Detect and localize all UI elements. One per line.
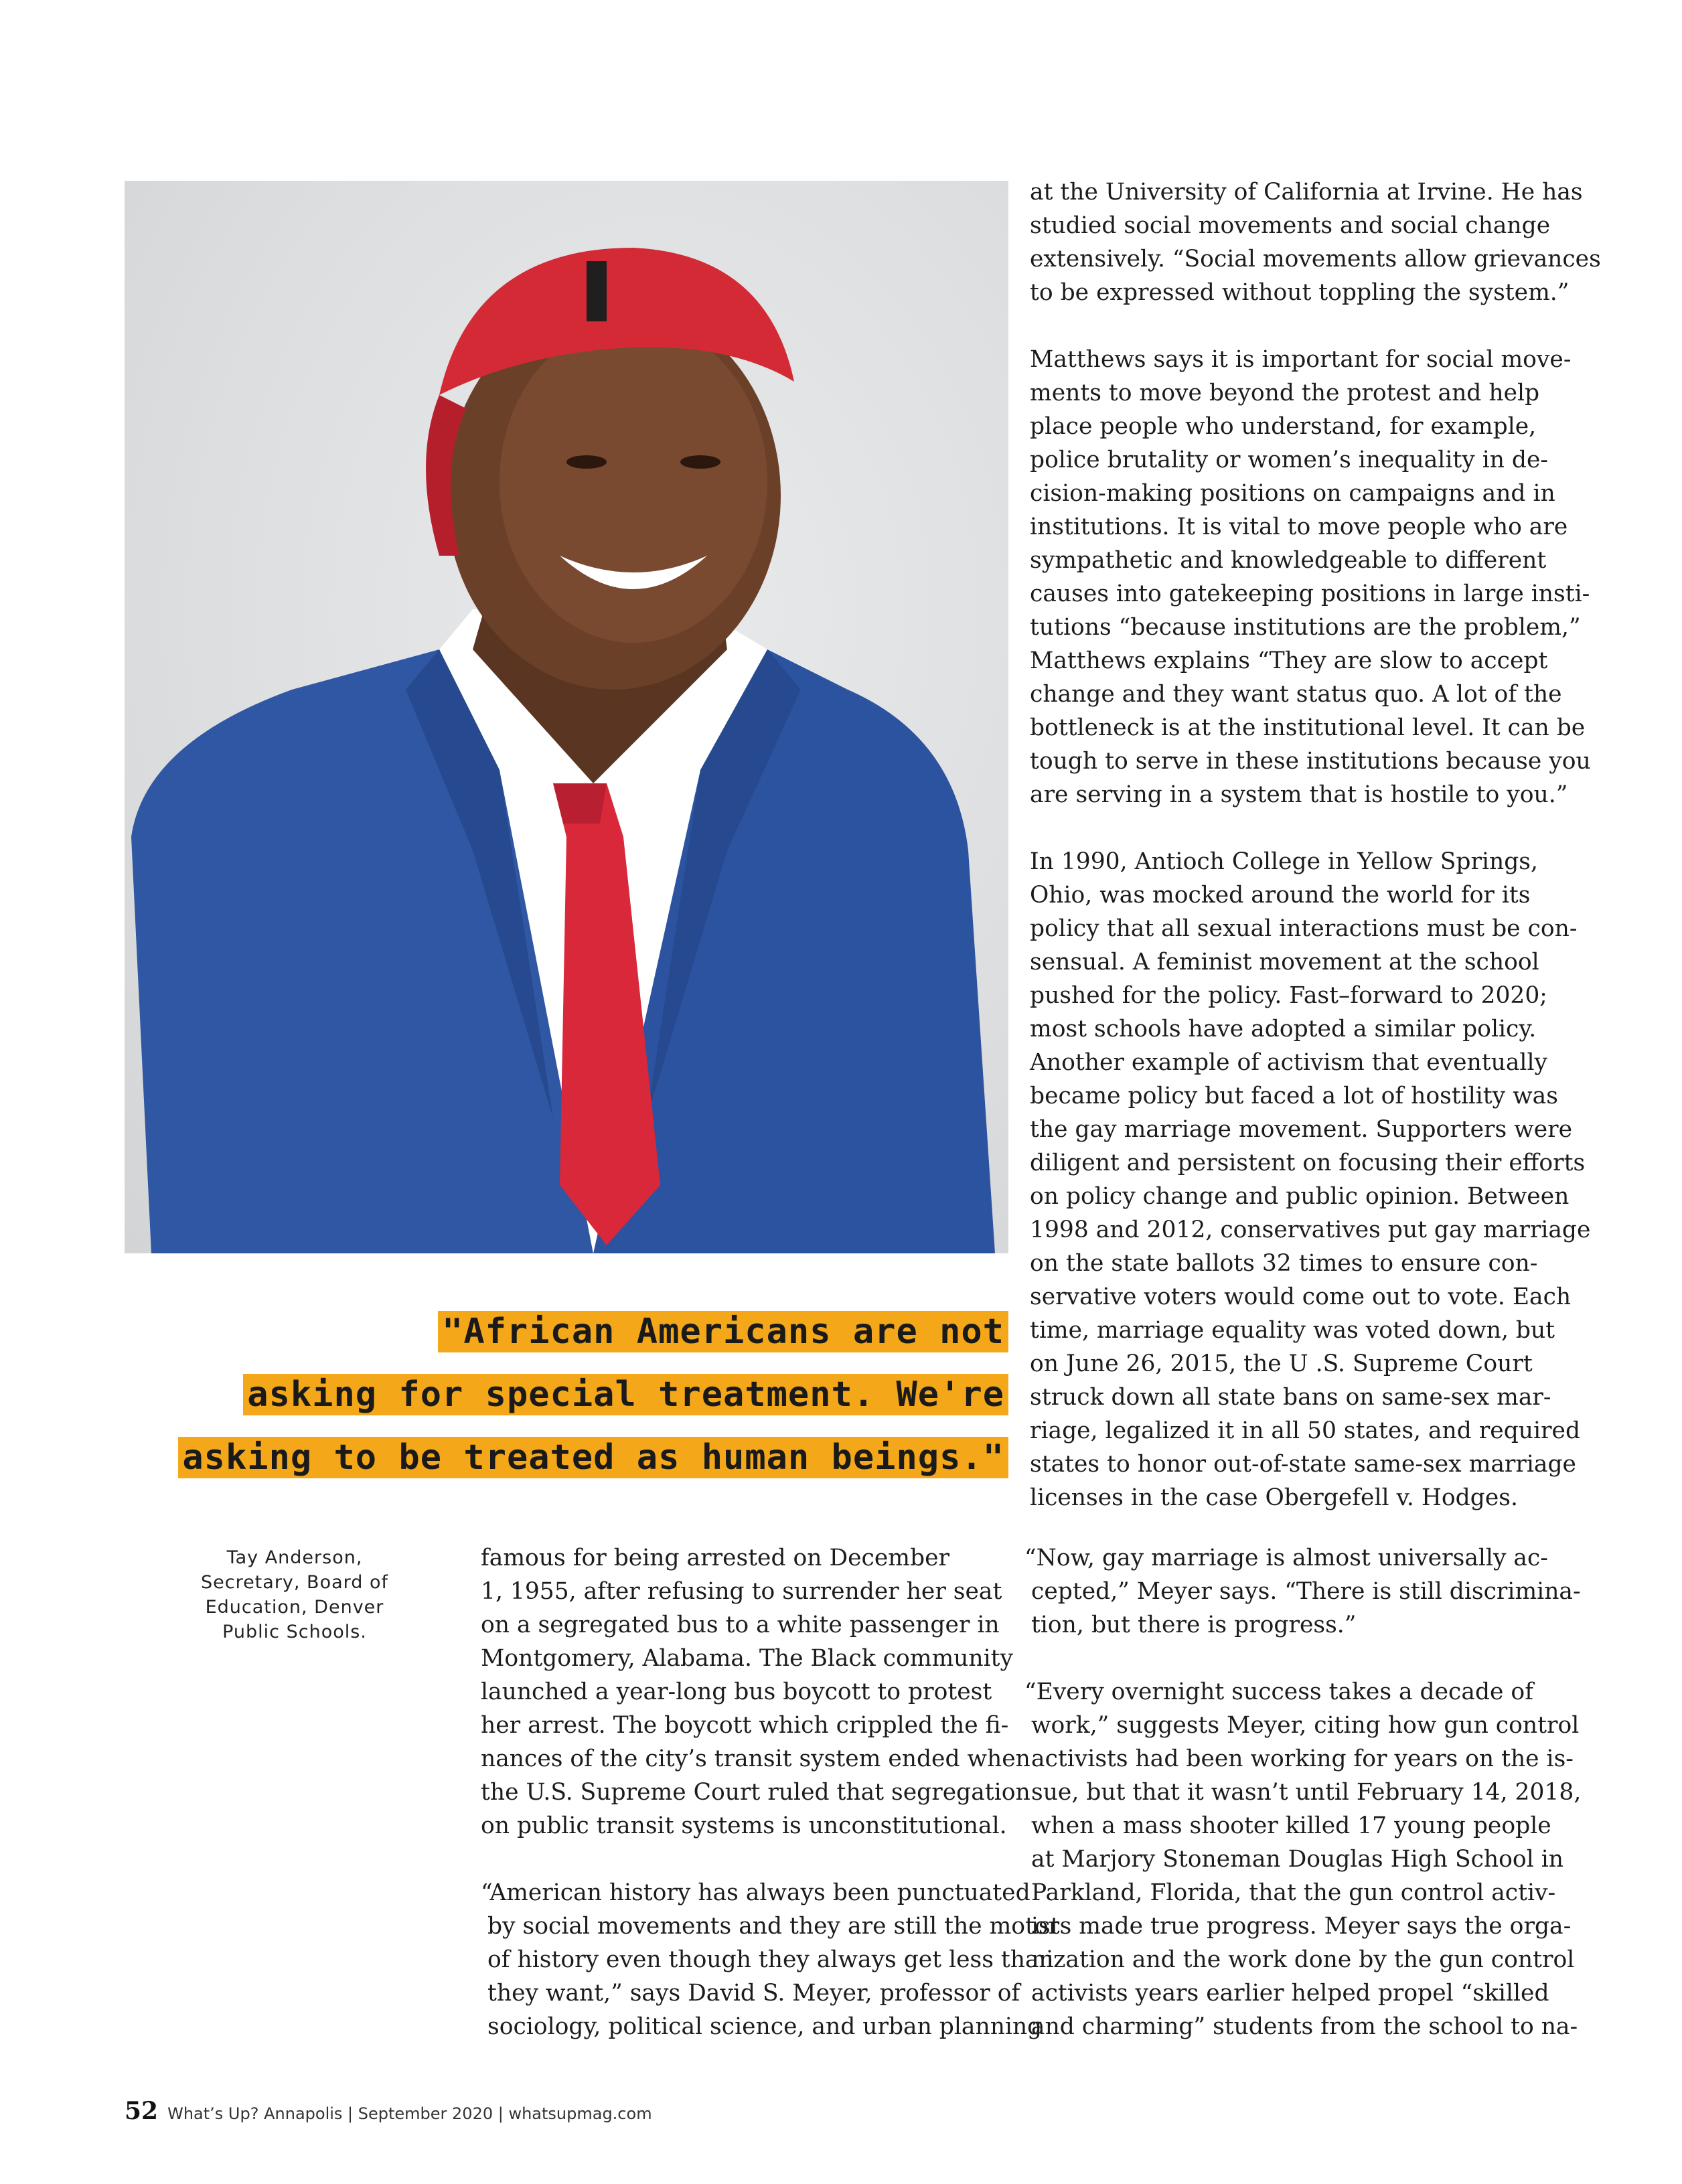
text-line: at Marjory Stoneman Douglas High School in [1031, 1846, 1563, 1873]
text-line: policy that all sexual interactions must be con- [1030, 915, 1578, 942]
text-line: states to honor out-of-state same-sex marriage [1030, 1451, 1576, 1478]
text-line: the gay marriage movement. Supporters were [1030, 1116, 1573, 1143]
text-line: most schools have adopted a similar policy. [1030, 1016, 1537, 1042]
text-line: institutions. It is vital to move people who are [1030, 514, 1568, 540]
text-line: on public transit systems is unconstitutional. [481, 1812, 1007, 1839]
text-line: “Every overnight success takes a decade of [1024, 1679, 1533, 1705]
text-line: famous for being arrested on December [481, 1545, 950, 1571]
text-line: Montgomery, Alabama. The Black community [481, 1645, 1013, 1672]
text-line: when a mass shooter killed 17 young people [1031, 1812, 1551, 1839]
text-line: Ohio, was mocked around the world for its [1030, 882, 1531, 909]
pull-quote-line: "African Americans are not [438, 1311, 1008, 1352]
photo-caption [181, 1545, 408, 1644]
portrait-photo [125, 181, 1008, 1253]
text-line: nances of the city’s transit system ended when [481, 1745, 1030, 1772]
caption-line: Education, Denver [205, 1597, 384, 1618]
paragraph [1024, 1541, 1581, 1642]
article-column-right-bottom [1024, 1541, 1582, 2043]
text-line: 1998 and 2012, conservatives put gay marriage [1030, 1217, 1591, 1243]
text-line: sympathetic and knowledgeable to different [1030, 547, 1547, 574]
caption-line: Secretary, Board of [200, 1572, 389, 1593]
pull-quote-line: asking to be treated as human beings." [178, 1437, 1008, 1478]
text-line: studied social movements and social change [1030, 212, 1551, 239]
text-line: nization and the work done by the gun control [1031, 1946, 1575, 1973]
text-line: Parkland, Florida, that the gun control activ- [1031, 1879, 1556, 1906]
text-line: change and they want status quo. A lot of the [1030, 681, 1562, 708]
text-line: by social movements and they are still the motor [487, 1913, 1060, 1940]
text-line: activists years earlier helped propel “skilled [1031, 1980, 1549, 2007]
text-line: licenses in the case Obergefell v. Hodges. [1030, 1484, 1518, 1511]
paragraph [1030, 175, 1601, 309]
text-line: ments to move beyond the protest and help [1030, 380, 1540, 406]
text-line: In 1990, Antioch College in Yellow Springs, [1030, 848, 1538, 875]
text-line: extensively. “Social movements allow grievances [1030, 246, 1601, 272]
text-line: are serving in a system that is hostile to you.” [1030, 781, 1568, 808]
caption-line: Public Schools. [222, 1622, 367, 1642]
text-line: cision-making positions on campaigns and in [1030, 480, 1555, 507]
text-line: 1, 1955, after refusing to surrender her seat [481, 1578, 1002, 1605]
paragraph [1024, 1675, 1582, 2043]
text-line: sociology, political science, and urban planning [487, 2013, 1043, 2040]
text-line: to be expressed without toppling the system.” [1030, 279, 1570, 306]
page-footer [125, 2097, 652, 2125]
article-column-middle [481, 1541, 1060, 2043]
paragraph [1030, 845, 1591, 1514]
text-line: sensual. A feminist movement at the school [1030, 949, 1539, 976]
text-line: of history even though they always get less than [487, 1946, 1054, 1973]
text-line: Matthews explains “They are slow to accept [1030, 647, 1548, 674]
text-line: ists made true progress. Meyer says the orga- [1031, 1913, 1572, 1940]
text-line: became policy but faced a lot of hostility was [1030, 1083, 1558, 1109]
text-line: activists had been working for years on the is- [1031, 1745, 1574, 1772]
text-line: at the University of California at Irvine. He has [1030, 179, 1583, 206]
article-column-right-top [1030, 175, 1601, 1514]
text-line: pushed for the policy. Fast–forward to 2020; [1030, 982, 1547, 1009]
text-line: they want,” says David S. Meyer, professor of [487, 1980, 1020, 2007]
paragraph [1030, 343, 1591, 811]
text-line: “Now, gay marriage is almost universally ac- [1024, 1545, 1548, 1571]
footer-text: What’s Up? Annapolis | September 2020 | whatsupmag.com [167, 2104, 652, 2123]
text-line: place people who understand, for example, [1030, 413, 1537, 440]
text-line: on policy change and public opinion. Between [1030, 1183, 1570, 1210]
text-line: cepted,” Meyer says. “There is still discrimina- [1031, 1578, 1581, 1605]
caption-line: Tay Anderson, [226, 1547, 363, 1568]
text-line: on a segregated bus to a white passenger in [481, 1612, 1000, 1638]
text-line: sue, but that it wasn’t until February 14, 2018, [1031, 1779, 1582, 1806]
text-line: time, marriage equality was voted down, but [1030, 1317, 1555, 1344]
text-line: on the state ballots 32 times to ensure con- [1030, 1250, 1538, 1277]
text-line: causes into gatekeeping positions in large insti- [1030, 580, 1590, 607]
text-line: bottleneck is at the institutional level. It can be [1030, 714, 1586, 741]
text-line: work,” suggests Meyer, citing how gun control [1031, 1712, 1580, 1739]
text-line: Another example of activism that eventually [1030, 1049, 1547, 1076]
text-line: on June 26, 2015, the U .S. Supreme Court [1030, 1350, 1533, 1377]
text-line: Matthews says it is important for social move- [1030, 346, 1572, 373]
text-line: tough to serve in these institutions because you [1030, 748, 1591, 775]
text-line: tion, but there is progress.” [1031, 1612, 1357, 1638]
page-number: 52 [125, 2097, 159, 2125]
text-line: police brutality or women’s inequality in de- [1030, 447, 1549, 473]
text-line: struck down all state bans on same-sex mar- [1030, 1384, 1551, 1411]
text-line: and charming” students from the school to na- [1031, 2013, 1578, 2040]
text-line: her arrest. The boycott which crippled the fi- [481, 1712, 1009, 1739]
paragraph [481, 1541, 1030, 1843]
text-line: tutions “because institutions are the problem,” [1030, 614, 1581, 641]
paragraph [481, 1876, 1060, 2043]
text-line: launched a year-long bus boycott to protest [481, 1679, 992, 1705]
text-line: riage, legalized it in all 50 states, and required [1030, 1417, 1581, 1444]
text-line: diligent and persistent on focusing their efforts [1030, 1150, 1586, 1176]
text-line: “American history has always been punctuated [481, 1879, 1030, 1906]
text-line: the U.S. Supreme Court ruled that segregation [481, 1779, 1030, 1806]
text-line: servative voters would come out to vote. Each [1030, 1283, 1572, 1310]
pull-quote-line: asking for special treatment. We're [243, 1374, 1008, 1415]
